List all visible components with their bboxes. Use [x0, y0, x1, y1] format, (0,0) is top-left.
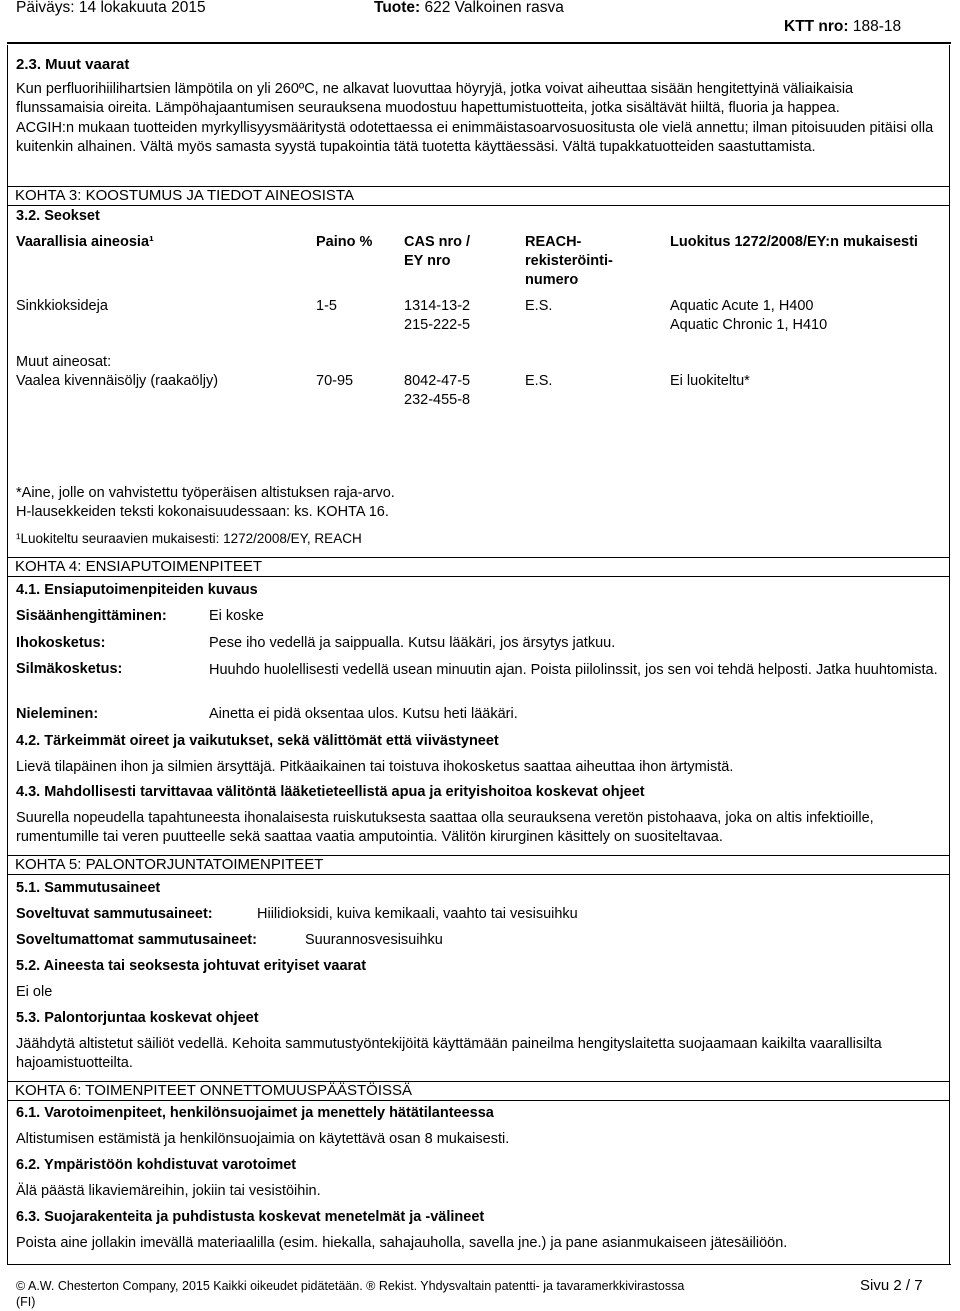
header-date	[16, 0, 206, 17]
row2-ey: 232-455-8	[404, 392, 471, 408]
row1-weight: 1-5	[316, 298, 337, 314]
product-label: Tuote:	[374, 0, 421, 16]
eye-contact-label: Silmäkosketus:	[16, 661, 123, 677]
section-6-1-title: 6.1. Varotoimenpiteet, henkilönsuojaimet ja menettely hätätilanteessa	[16, 1105, 494, 1121]
section-4-3-title: 4.3. Mahdollisesti tarvittavaa välitöntä lääketieteellistä apua ja erityishoitoa koskevat ohjeet	[16, 784, 645, 800]
row2-name: Vaalea kivennäisöljy (raakaöljy)	[16, 373, 219, 389]
col-header-reach-3: numero	[525, 272, 579, 288]
row1-class-2: Aquatic Chronic 1, H410	[670, 317, 828, 333]
section-4-3-paragraph: Suurella nopeudella tapahtuneesta ihonalaisesta ruiskutuksesta saattaa olla seurauksena veretön pistohaava, joka on altis infektioille, rumentumille tai veren puutteelle sekä saattaa vaatia amputointia. Välitön kirurginen käsittely on suositeltavaa.	[16, 810, 874, 845]
section-5-2-title: 5.2. Aineesta tai seoksesta johtuvat erityiset vaarat	[16, 958, 367, 974]
section-6-2-title: 6.2. Ympäristöön kohdistuvat varotoimet	[16, 1157, 297, 1173]
section-3-title: KOHTA 3: KOOSTUMUS JA TIEDOT AINEOSISTA	[8, 186, 949, 206]
date-label: Päiväys:	[16, 0, 75, 16]
header-rule	[7, 42, 951, 44]
section-4-title: KOHTA 4: ENSIAPUTOIMENPITEET	[8, 557, 949, 577]
section-5-1-title: 5.1. Sammutusaineet	[16, 880, 161, 896]
header-product	[374, 0, 564, 17]
row1-ey: 215-222-5	[404, 317, 471, 333]
row1-class-1: Aquatic Acute 1, H400	[670, 298, 814, 314]
skin-contact-value: Pese iho vedellä ja saippualla. Kutsu lääkäri, jos ärsytys jatkuu.	[209, 635, 616, 651]
suitable-media-value: Hiilidioksidi, kuiva kemikaali, vaahto tai vesisuihku	[257, 906, 578, 922]
ktt-value: 188-18	[852, 18, 902, 35]
section-4-2-title: 4.2. Tärkeimmät oireet ja vaikutukset, sekä välittömät että viivästyneet	[16, 733, 499, 749]
footer-copyright: © A.W. Chesterton Company, 2015 Kaikki oikeudet pidätetään. ® Rekist. Yhdysvaltain patentti- ja tavaramerkkivirastossa	[16, 1279, 685, 1293]
other-ingredients-label: Muut aineosat:	[16, 354, 112, 370]
section-3-2-title: 3.2. Seokset	[16, 208, 100, 224]
section-6-1-paragraph: Altistumisen estämistä ja henkilönsuojaimia on käytettävä osan 8 mukaisesti.	[16, 1131, 510, 1147]
product-value: 622 Valkoinen rasva	[424, 0, 564, 16]
unsuitable-media-value: Suurannosvesisuihku	[305, 932, 443, 948]
suitable-media-label: Soveltuvat sammutusaineet:	[16, 906, 213, 922]
row1-cas: 1314-13-2	[404, 298, 471, 314]
footer-language: (FI)	[16, 1295, 36, 1309]
ingestion-label: Nieleminen:	[16, 706, 99, 722]
row1-name: Sinkkioksideja	[16, 298, 108, 314]
row2-class-1: Ei luokiteltu*	[670, 373, 750, 389]
section-5-3-title: 5.3. Palontorjuntaa koskevat ohjeet	[16, 1010, 259, 1026]
inhalation-label: Sisäänhengittäminen:	[16, 608, 167, 624]
skin-contact-label: Ihokosketus:	[16, 635, 106, 651]
ingestion-value: Ainetta ei pidä oksentaa ulos. Kutsu heti lääkäri.	[209, 706, 518, 722]
section-5-title: KOHTA 5: PALONTORJUNTATOIMENPITEET	[8, 855, 949, 875]
ktt-label: KTT nro:	[784, 18, 849, 35]
footer-rule	[7, 1264, 951, 1265]
section-6-3-title: 6.3. Suojarakenteita ja puhdistusta koskevat menetelmät ja -välineet	[16, 1209, 485, 1225]
section-4-2-paragraph: Lievä tilapäinen ihon ja silmien ärsyttäjä. Pitkäaikainen tai toistuva ihokosketus saattaa aiheuttaa ihon ärtymistä.	[16, 759, 734, 775]
eye-contact-value: Huuhdo huolellisesti vedellä usean minuutin ajan. Poista piilolinssit, jos sen voi tehdä helposti. Jatka huuhtomista.	[209, 662, 938, 678]
date-value: 14 lokakuuta 2015	[78, 0, 206, 16]
section-5-3-paragraph: Jäähdytä altistetut säiliöt vedellä. Kehoita sammutustyöntekijöitä käyttämään paineilma hengityslaitetta suojaamaan kaikilta vaarallisilta hajoamistuotteilta.	[16, 1036, 882, 1071]
row1-reach: E.S.	[525, 298, 553, 314]
section-6-3-paragraph: Poista aine jollakin imevällä materiaalilla (esim. hiekalla, sahajauholla, savella jne.) ja pane asianmukaiseen jätesäiliöön.	[16, 1235, 788, 1251]
col-header-weight: Paino %	[316, 234, 373, 250]
section-2-3-paragraph-1: Kun perfluorihiilihartsien lämpötila on yli 260ºC, ne alkavat luovuttaa höyryjä, jotka voivat aiheuttaa sisään hengitettyinä väliaikaisia flunssamaisia oireita. Lämpöhajaantumisen seurauksena muodostuu hapettumistuotteita, jotka sisältävät hiiltä, fluoria ja happea.	[16, 81, 854, 116]
footnote-exposure-limit: *Aine, jolle on vahvistettu työperäisen altistuksen raja-arvo.	[16, 485, 395, 501]
col-header-reach-1: REACH-	[525, 234, 582, 250]
section-5-2-paragraph: Ei ole	[16, 984, 53, 1000]
col-header-reach-2: rekisteröinti-	[525, 253, 613, 269]
header-ktt	[784, 18, 901, 36]
footnote-classification: ¹Luokiteltu seuraavien mukaisesti: 1272/2008/EY, REACH	[16, 531, 362, 546]
col-header-classification: Luokitus 1272/2008/EY:n mukaisesti	[670, 234, 918, 250]
page-number: Sivu 2 / 7	[860, 1277, 923, 1294]
section-6-title: KOHTA 6: TOIMENPITEET ONNETTOMUUSPÄÄSTÖISSÄ	[8, 1081, 949, 1101]
row2-cas: 8042-47-5	[404, 373, 471, 389]
section-2-3-title: 2.3. Muut vaarat	[16, 56, 130, 73]
col-header-ey: EY nro	[404, 253, 451, 269]
section-4-1-title: 4.1. Ensiaputoimenpiteiden kuvaus	[16, 582, 258, 598]
col-header-cas: CAS nro /	[404, 234, 471, 250]
row2-weight: 70-95	[316, 373, 354, 389]
footnote-h-statements: H-lausekkeiden teksti kokonaisuudessaan: ks. KOHTA 16.	[16, 504, 389, 520]
row2-reach: E.S.	[525, 373, 553, 389]
section-6-2-paragraph: Älä päästä likaviemäreihin, jokiin tai vesistöihin.	[16, 1183, 321, 1199]
section-2-3-paragraph-2: ACGIH:n mukaan tuotteiden myrkyllisyysmääritystä odotettaessa ei enimmäistasoarvosuositusta ole vielä annettu; ilman pitoisuuden pitäisi olla kuitenkin alhainen. Vältä myös samasta syystä tupakointia tätä tuotetta käyttäessäsi. Vältä tupakkatuotteiden saastuttamista.	[16, 120, 934, 155]
inhalation-value: Ei koske	[209, 608, 264, 624]
col-header-ingredients: Vaarallisia aineosia¹	[16, 234, 154, 250]
unsuitable-media-label: Soveltumattomat sammutusaineet:	[16, 932, 257, 948]
